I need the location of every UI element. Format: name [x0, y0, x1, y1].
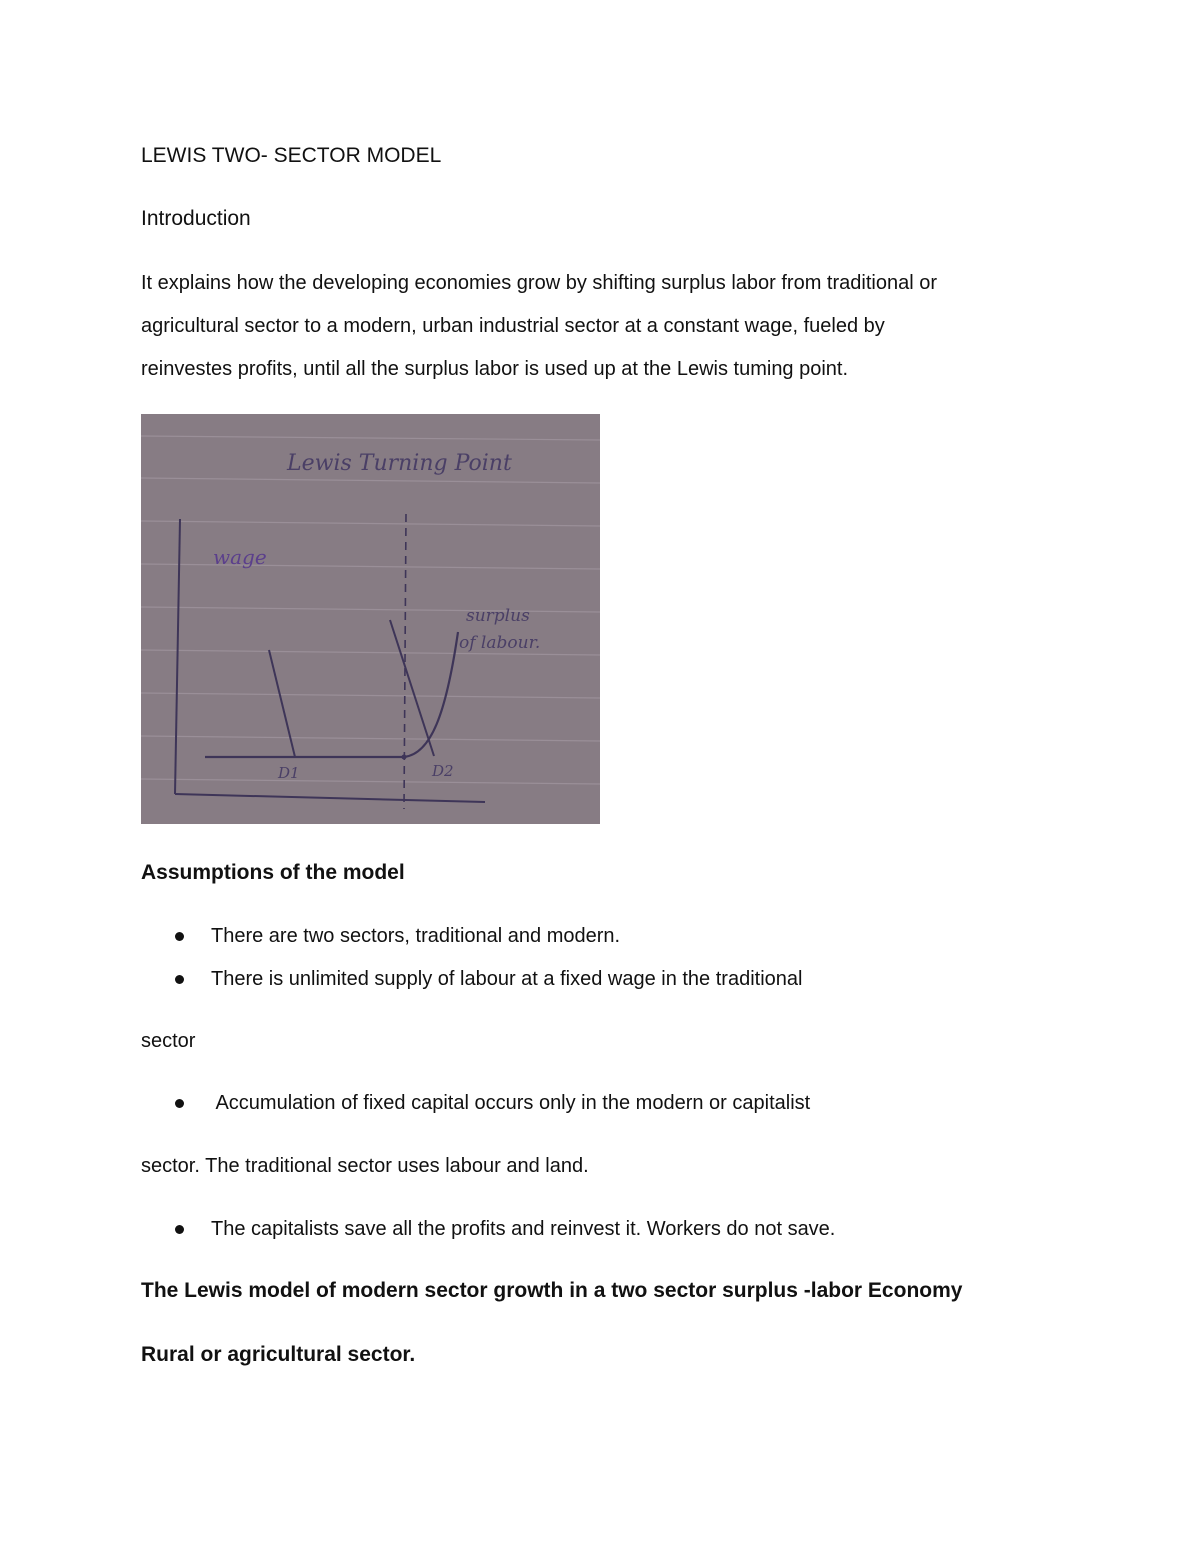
bullet-dot [175, 1225, 184, 1234]
d1-label: D1 [278, 764, 300, 782]
photo-title: Lewis Turning Point [287, 451, 512, 476]
turning-point-dot [402, 755, 407, 760]
bullet-dot [175, 932, 184, 941]
intro-line: reinvestes profits, until all the surplus labor is used up at the Lewis tuming point. [141, 358, 849, 380]
assumption-item: There is unlimited supply of labour at a fixed wage in the traditional [211, 968, 803, 990]
assumptions-heading: Assumptions of the model [141, 861, 405, 884]
wage-label: wage [213, 545, 267, 569]
surplus-label-line1: surplus [466, 606, 530, 626]
assumption-continuation: sector. The traditional sector uses labour and land. [141, 1155, 589, 1177]
bullet-dot [175, 975, 184, 984]
document-title: LEWIS TWO- SECTOR MODEL [141, 144, 442, 167]
surplus-label-line2: of labour. [459, 633, 541, 653]
bullet-dot [175, 1099, 184, 1108]
d2-label: D2 [432, 762, 454, 780]
intro-line: It explains how the developing economies grow by shifting surplus labor from traditional or [141, 272, 937, 294]
section-subheading: Rural or agricultural sector. [141, 1343, 416, 1366]
section-heading: The Lewis model of modern sector growth in a two sector surplus -labor Economy [141, 1279, 963, 1302]
assumption-item: Accumulation of fixed capital occurs only in the modern or capitalist [211, 1092, 811, 1114]
lewis-turning-point-photo [141, 414, 600, 824]
intro-line: agricultural sector to a modern, urban industrial sector at a constant wage, fueled by [141, 315, 885, 337]
assumption-continuation: sector [141, 1030, 196, 1052]
assumption-item: The capitalists save all the profits and reinvest it. Workers do not save. [211, 1218, 836, 1240]
intro-heading: Introduction [141, 207, 251, 230]
assumption-item: There are two sectors, traditional and modern. [211, 925, 621, 947]
